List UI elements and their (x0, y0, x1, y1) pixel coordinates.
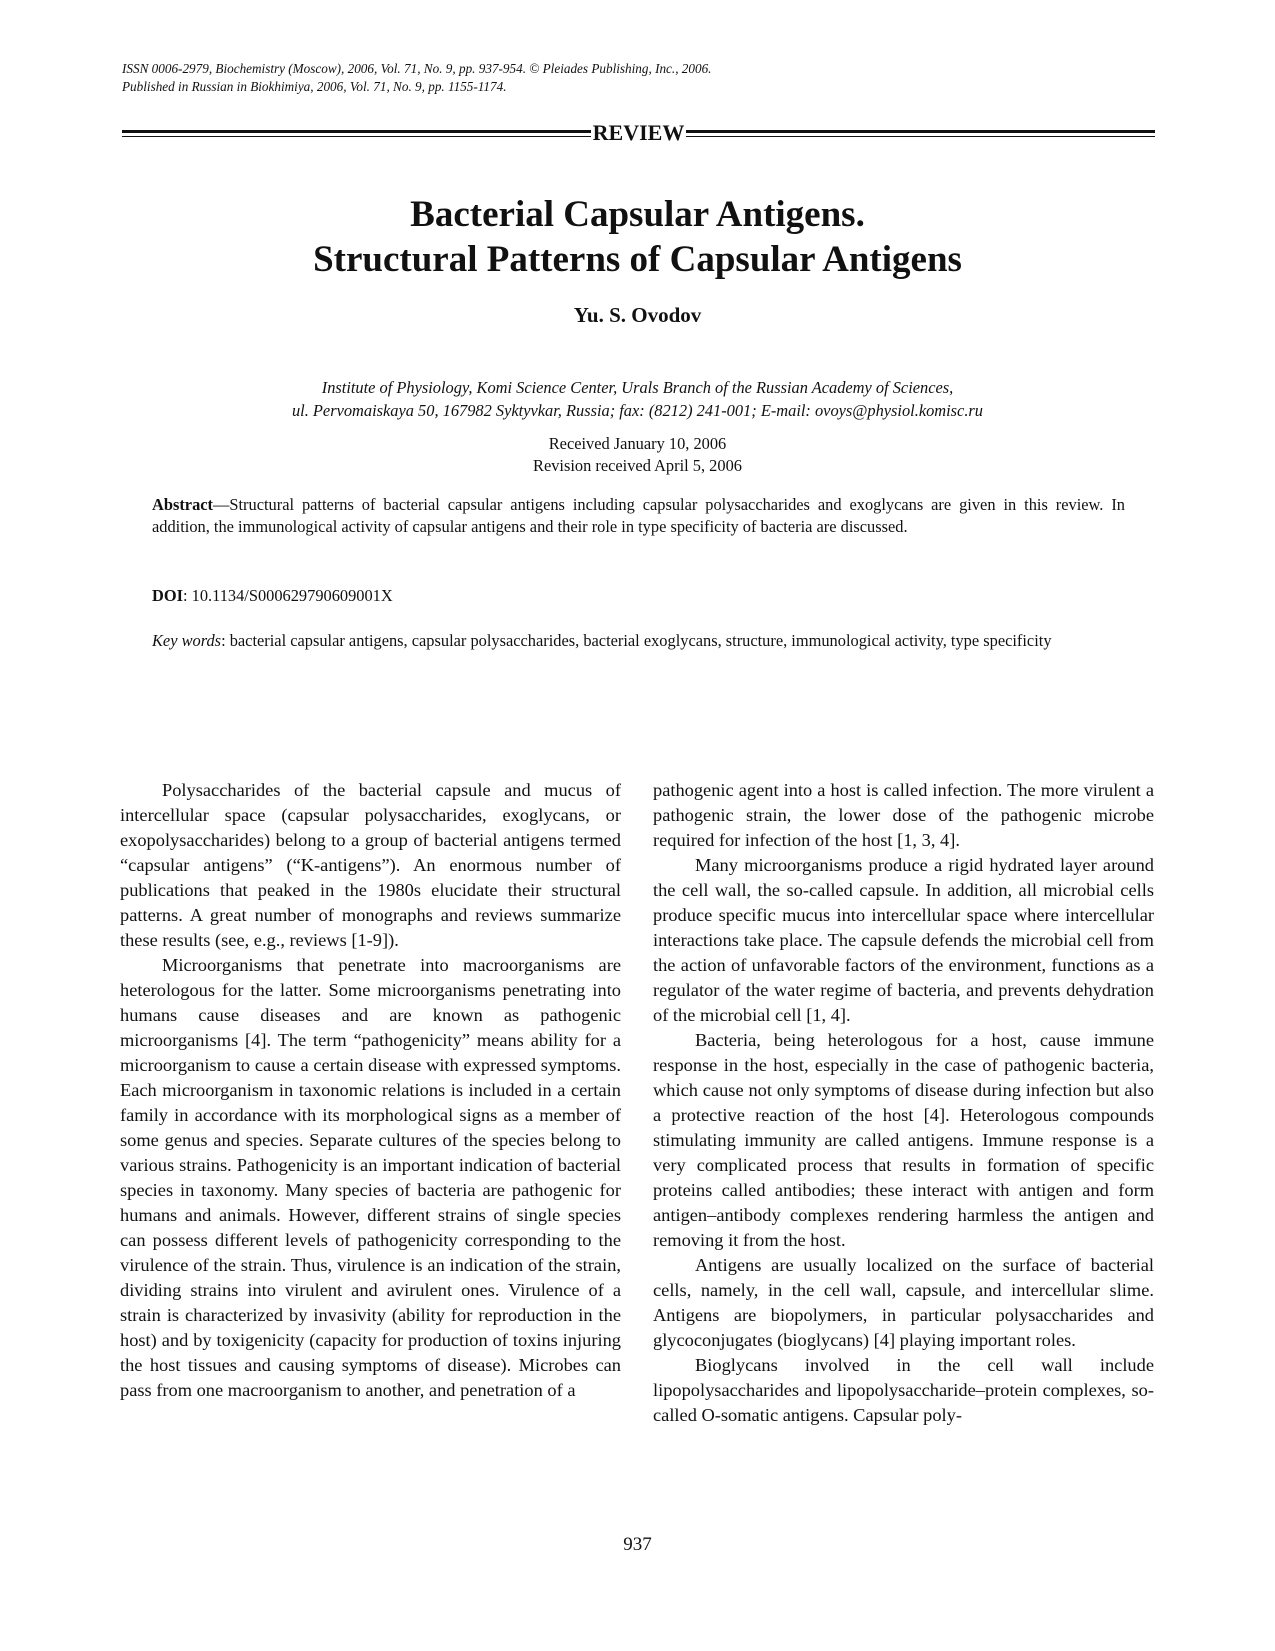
keywords-text: : bacterial capsular antigens, capsular polysaccharides, bacterial exoglycans, structure, immunological activity, type specificity (221, 631, 1052, 650)
divider-rule-right (686, 130, 1155, 137)
divider-rule-left (122, 130, 591, 137)
page-number: 937 (623, 1534, 652, 1555)
section-divider (122, 120, 1155, 145)
keywords (152, 630, 1125, 652)
body-column-right (653, 778, 1154, 1428)
title-line-2: Structural Patterns of Capsular Antigens (313, 239, 962, 280)
body-column-left (120, 778, 621, 1403)
abstract-text: —Structural patterns of bacterial capsular antigens including capsular polysaccharides and exoglycans are given in this review. In addition, the immunological activity of capsular antigens and their role in type specificity of bacteria are discussed. (152, 495, 1125, 536)
affiliation-line-1: Institute of Physiology, Komi Science Center, Urals Branch of the Russian Academy of Sciences, (321, 378, 954, 397)
body-paragraph: Many microorganisms produce a rigid hydrated layer around the cell wall, the so-called capsule. In addition, all microbial cells produce specific mucus into intercellular space where intercellular interactions take place. The capsule defends the microbial cell from the action of unfavorable factors of the environment, functions as a regulator of the water regime of bacteria, and prevents dehydration of the microbial cell [1, 4]. (653, 855, 1154, 1025)
doi-value: : 10.1134/S000629790609001X (182, 586, 393, 605)
received-date: Received January 10, 2006 (548, 434, 727, 453)
header-russian-edition-line: Published in Russian in Biokhimiya, 2006, Vol. 71, No. 9, pp. 1155-1174. (122, 79, 507, 94)
title-line-1: Bacterial Capsular Antigens. (410, 194, 865, 235)
affiliation (0, 376, 1275, 422)
body-paragraph: Bacteria, being heterologous for a host, cause immune response in the host, especially in the case of pathogenic bacteria, which cause not only symptoms of disease during infection but also a protective reaction of the host [4]. Heterologous compounds stimulating immunity are called antigens. Immune response is a very complicated process that results in formation of specific proteins called antibodies; these interact with antigen and form antigen–antibody complexes rendering harmless the antigen and removing it from the host. (653, 1030, 1154, 1250)
affiliation-line-2: ul. Pervomaiskaya 50, 167982 Syktyvkar, Russia; fax: (8212) 241-001; E-mail: ovoys@physiol.komisc.ru (291, 401, 984, 420)
journal-header (122, 60, 711, 96)
revision-date: Revision received April 5, 2006 (533, 456, 742, 475)
abstract (152, 494, 1125, 538)
article-title (0, 192, 1275, 282)
author-name: Yu. S. Ovodov (573, 303, 702, 327)
section-label: REVIEW (592, 120, 685, 145)
body-paragraph: Antigens are usually localized on the surface of bacterial cells, namely, in the cell wall, capsule, and intercellular slime. Antigens are biopolymers, in particular polysaccharides and glycoconjugates (bioglycans) [4] playing important roles. (653, 1255, 1154, 1350)
doi (152, 585, 393, 607)
body-paragraph: Polysaccharides of the bacterial capsule and mucus of intercellular space (capsular polysaccharides, exoglycans, or exopolysaccharides) belong to a group of bacterial antigens termed “capsular antigens” (“K-antigens”). An enormous number of publications that peaked in the 1980s elucidate their structural patterns. A great number of monographs and reviews summarize these results (see, e.g., reviews [1-9]). (120, 780, 621, 950)
doi-label: DOI (152, 586, 183, 605)
abstract-label: Abstract (152, 495, 213, 514)
body-paragraph: Bioglycans involved in the cell wall include lipopolysaccharides and lipopolysaccharide–protein complexes, so-called O-somatic antigens. Capsular poly- (653, 1355, 1154, 1425)
body-paragraph-continued: pathogenic agent into a host is called infection. The more virulent a pathogenic strain, the lower dose of the pathogenic microbe required for infection of the host [1, 3, 4]. (653, 780, 1154, 850)
header-citation-line: ISSN 0006-2979, Biochemistry (Moscow), 2006, Vol. 71, No. 9, pp. 937-954. © Pleiades Publishing, Inc., 2006. (122, 61, 712, 76)
body-paragraph: Microorganisms that penetrate into macroorganisms are heterologous for the latter. Some microorganisms penetrating into humans cause diseases and are known as pathogenic microorganisms [4]. The term “pathogenicity” means ability for a microorganism to cause a certain disease with expressed symptoms. Each microorganism in taxonomic relations is included in a certain family in accordance with its morphological signs as a member of some genus and species. Separate cultures of the species belong to various strains. Pathogenicity is an important indication of bacterial species in taxonomy. Many species of bacteria are pathogenic for humans and animals. However, different strains of single species can possess different levels of pathogenicity corresponding to the virulence of the strain. Thus, virulence is an indication of the strain, dividing strains into virulent and avirulent ones. Virulence of a strain is characterized by invasivity (ability for reproduction in the host) and by toxigenicity (capacity for production of toxins injuring the host tissues and causing symptoms of disease). Microbes can pass from one macroorganism to another, and penetration of a (120, 955, 621, 1400)
submission-dates (0, 433, 1275, 477)
keywords-label: Key words (152, 631, 222, 650)
